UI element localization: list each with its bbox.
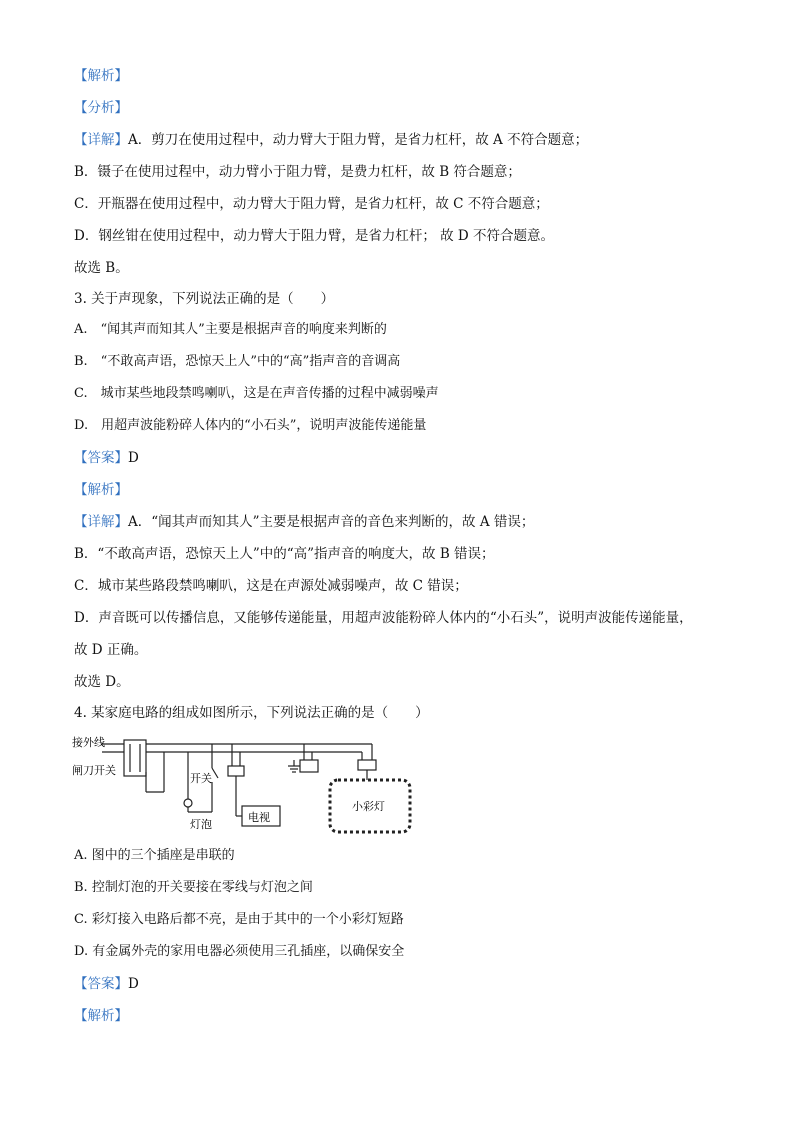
q4-answer xyxy=(74,975,139,993)
label-lights: 小彩灯 xyxy=(352,800,385,813)
q3-option-a: A. “闻其声而知其人”主要是根据声音的响度来判断的 xyxy=(74,322,387,337)
question-4: 4. 某家庭电路的组成如图所示，下列说法正确的是（ ） xyxy=(74,705,429,721)
q3-option-d: D. 用超声波能粉碎人体内的“小石头”，说明声波能传递能量 xyxy=(74,418,427,433)
q3-option-b: B. “不敢高声语，恐惊天上人”中的“高”指声音的音调高 xyxy=(74,354,401,369)
answer-text: D xyxy=(128,450,139,466)
tag-xiangjie: 【详解】 xyxy=(74,132,128,148)
q3-detail-d: D．声音既可以传播信息，又能够传递能量，用超声波能粉碎人体内的“小石头”，说明声波能传递能量， xyxy=(74,610,693,626)
label-knife-switch: 闸刀开关 xyxy=(72,764,116,777)
detail-text: A．“闻其声而知其人”主要是根据声音的音色来判断的，故 A 错误； xyxy=(128,514,535,530)
label-bulb: 灯泡 xyxy=(190,818,212,831)
q3-detail-a xyxy=(74,513,534,531)
q3-answer xyxy=(74,449,139,467)
q3-detail-b: B．“不敢高声语，恐惊天上人”中的“高”指声音的响度大，故 B 错误； xyxy=(74,546,495,562)
q4-option-c: C. 彩灯接入电路后都不亮，是由于其中的一个小彩灯短路 xyxy=(74,912,404,927)
q3-option-c: C. 城市某些地段禁鸣喇叭，这是在声音传播的过程中减弱噪声 xyxy=(74,386,439,401)
line-detail-a xyxy=(74,131,588,149)
q3-detail-c: C．城市某些路段禁鸣喇叭，这是在声源处减弱噪声，故 C 错误； xyxy=(74,578,468,594)
line-fenxi: 【分析】 xyxy=(74,100,128,116)
q3-detail-d2: 故 D 正确。 xyxy=(74,642,148,658)
q3-jiexi: 【解析】 xyxy=(74,482,128,498)
line-choose-b: 故选 B。 xyxy=(74,260,129,276)
line-detail-c: C．开瓶器在使用过程中，动力臂大于阻力臂，是省力杠杆，故 C 不符合题意； xyxy=(74,196,549,212)
line-detail-d: D．钢丝钳在使用过程中，动力臂大于阻力臂，是省力杠杆； 故 D 不符合题意。 xyxy=(74,228,555,244)
knife-switch-box xyxy=(124,740,146,776)
answer-text: D xyxy=(128,976,139,992)
household-circuit-diagram xyxy=(72,730,422,840)
bulb-icon xyxy=(184,799,192,807)
switch-lever xyxy=(212,768,218,778)
q4-option-a: A. 图中的三个插座是串联的 xyxy=(74,848,235,863)
socket-tv xyxy=(228,766,244,776)
label-external: 接外线 xyxy=(72,736,105,749)
q4-option-d: D. 有金属外壳的家用电器必须使用三孔插座，以确保安全 xyxy=(74,944,405,959)
label-tv: 电视 xyxy=(248,811,270,824)
q3-choose: 故选 D。 xyxy=(74,674,130,690)
detail-text: A．剪刀在使用过程中，动力臂大于阻力臂，是省力杠杆，故 A 不符合题意； xyxy=(128,132,589,148)
socket-three-pin xyxy=(300,760,318,772)
line-detail-b: B．镊子在使用过程中，动力臂小于阻力臂，是费力杠杆，故 B 符合题意； xyxy=(74,164,521,180)
tag-daan: 【答案】 xyxy=(74,976,128,992)
socket-lights xyxy=(358,760,376,770)
line-jiexi-1: 【解析】 xyxy=(74,68,128,84)
tag-daan: 【答案】 xyxy=(74,450,128,466)
question-3: 3. 关于声现象，下列说法正确的是（ ） xyxy=(74,291,335,307)
q4-jiexi: 【解析】 xyxy=(74,1008,128,1024)
tag-xiangjie: 【详解】 xyxy=(74,514,128,530)
q4-option-b: B. 控制灯泡的开关要接在零线与灯泡之间 xyxy=(74,880,313,895)
label-switch: 开关 xyxy=(190,772,212,785)
